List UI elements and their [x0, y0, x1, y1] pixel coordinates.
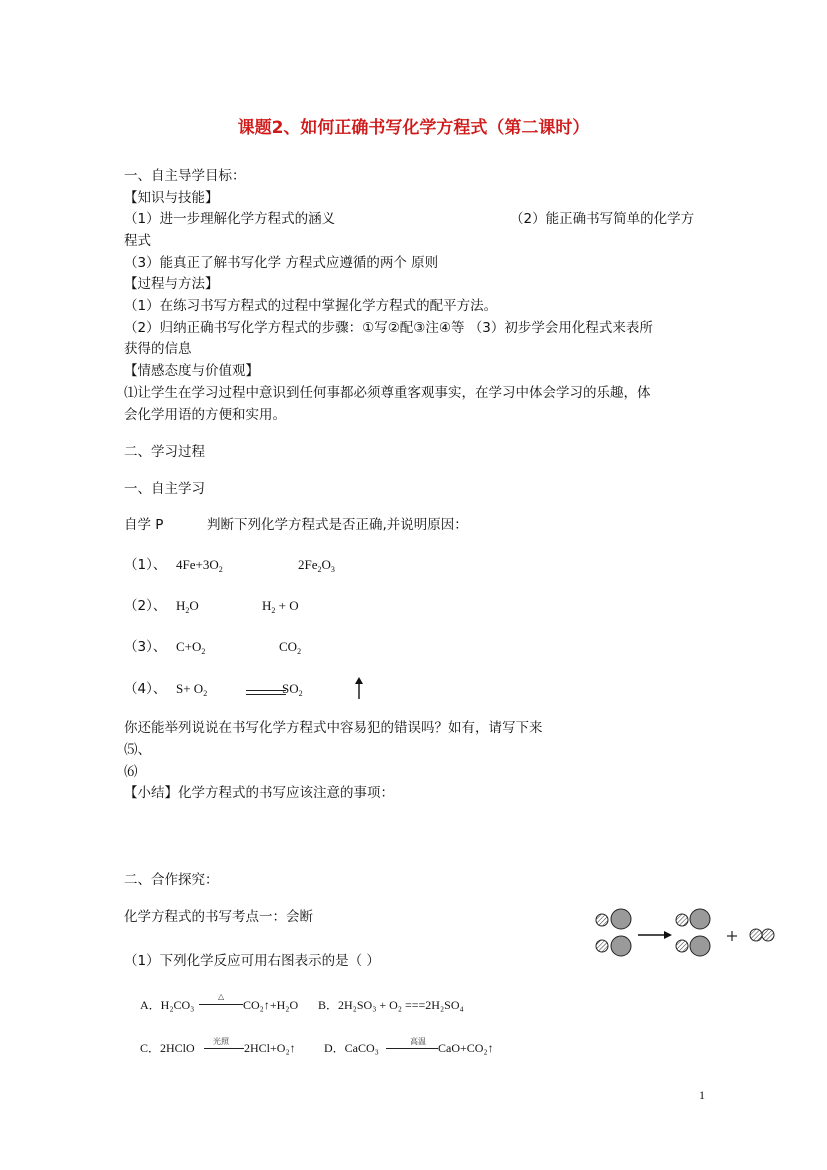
option-d-condition: 高温	[410, 1037, 426, 1046]
exam-point: 化学方程式的书写考点一：会断	[124, 909, 313, 925]
option-b: B．2H₂SO₃ + O₂ ===2H₂SO₄	[318, 998, 464, 1012]
process-item-1: （1）在练习书写方程式的过程中掌握化学方程式的配平方法。	[124, 298, 498, 314]
equation-4-double-line-top	[246, 690, 286, 691]
option-d-products: CaO+CO₂↑	[438, 1041, 494, 1055]
equation-4-double-line-bottom	[246, 694, 286, 695]
section-heading-goals: 一、自主导学目标：	[124, 168, 246, 184]
question-1: （1）下列化学反应可用右图表示的是（ ）	[124, 953, 380, 969]
task-label: 自学 P	[124, 517, 164, 533]
product-molecule-top	[676, 909, 710, 929]
product-molecule-bottom	[676, 936, 710, 956]
goal-item-1: （1）进一步理解化学方程式的涵义	[124, 211, 336, 227]
equation-4-number: （4）、	[124, 681, 167, 697]
option-d-reactant: D．CaCO₃	[324, 1041, 379, 1055]
subheading-process: 【过程与方法】	[124, 276, 219, 292]
option-a-products: CO₂↑+H₂O	[243, 998, 299, 1012]
option-a-condition: △	[218, 992, 225, 1001]
attitude-item-1: ⑴让学生在学习过程中意识到任何事都必须尊重客观事实，在学习中体会学习的乐趣，体	[124, 385, 651, 401]
equation-4-products: $SO_2$	[282, 681, 303, 698]
equation-3-number: （3）、	[124, 639, 167, 655]
up-arrow-icon	[352, 676, 366, 700]
process-item-2-cont: 获得的信息	[124, 341, 192, 357]
equation-3-products: $CO_2$	[279, 639, 302, 656]
option-c-reactant: C．2HClO	[140, 1041, 195, 1055]
option-a-reactant: A．H₂CO₃	[140, 998, 195, 1012]
process-item-2: （2）归纳正确书写化学方程式的步骤：①写②配③注④等 （3）初步学会用化程式来表所	[124, 320, 653, 336]
page-number: 1	[699, 1088, 705, 1102]
section-heading-process: 二、学习过程	[124, 444, 205, 460]
option-d-reaction-line	[386, 1048, 438, 1049]
equation-1-number: （1）、	[124, 557, 167, 573]
option-a-reaction-line	[199, 1004, 243, 1005]
section-heading-cooperative: 二、合作探究：	[124, 872, 219, 888]
answer-line-6: ⑹	[124, 764, 138, 780]
goal-item-2: （2）能正确书写简单的化学方	[510, 211, 695, 227]
page-title: 课题2、如何正确书写化学方程式（第二课时）	[237, 118, 590, 138]
equation-2-reactants: $H_2O$	[176, 598, 199, 615]
equation-2-products: $H_2 + O$	[262, 598, 299, 615]
task-text: 判断下列化学方程式是否正确,并说明原因：	[207, 517, 468, 533]
equation-4-reactants: $S+ O_2$	[176, 681, 208, 698]
attitude-item-1-cont: 会化学用语的方便和实用。	[124, 407, 286, 423]
right-arrow-icon	[638, 931, 672, 939]
equation-2-number: （2）、	[124, 598, 167, 614]
product-molecule-diatomic	[750, 929, 774, 941]
summary-text: 【小结】化学方程式的书写应该注意的事项：	[124, 785, 394, 801]
option-c-reaction-line	[204, 1048, 244, 1049]
subheading-knowledge: 【知识与技能】	[124, 190, 219, 206]
equation-3-reactants: $C+O_2$	[176, 639, 206, 656]
option-c-products: 2HCl+O₂↑	[244, 1041, 296, 1055]
equation-1-reactants: $4Fe+3O_2$	[176, 557, 223, 574]
goal-item-3: （3）能真正了解书写化学 方程式应遵循的两个 原则	[124, 255, 439, 271]
subheading-attitude: 【情感态度与价值观】	[124, 363, 259, 379]
question-text: 你还能举列说说在书写化学方程式中容易犯的错误吗？如有，请写下来	[124, 720, 543, 736]
subsection-self-study: 一、自主学习	[124, 481, 205, 497]
reactant-molecule-bottom	[596, 936, 631, 956]
reactant-molecule-top	[596, 909, 631, 929]
goal-item-2-cont: 程式	[124, 233, 151, 249]
answer-line-5: ⑸、	[124, 742, 151, 758]
option-c-condition: 光照	[213, 1037, 229, 1046]
equation-1-products: $2Fe_2O_3$	[298, 557, 335, 574]
reaction-molecule-diagram	[588, 906, 780, 964]
plus-icon	[727, 931, 737, 941]
